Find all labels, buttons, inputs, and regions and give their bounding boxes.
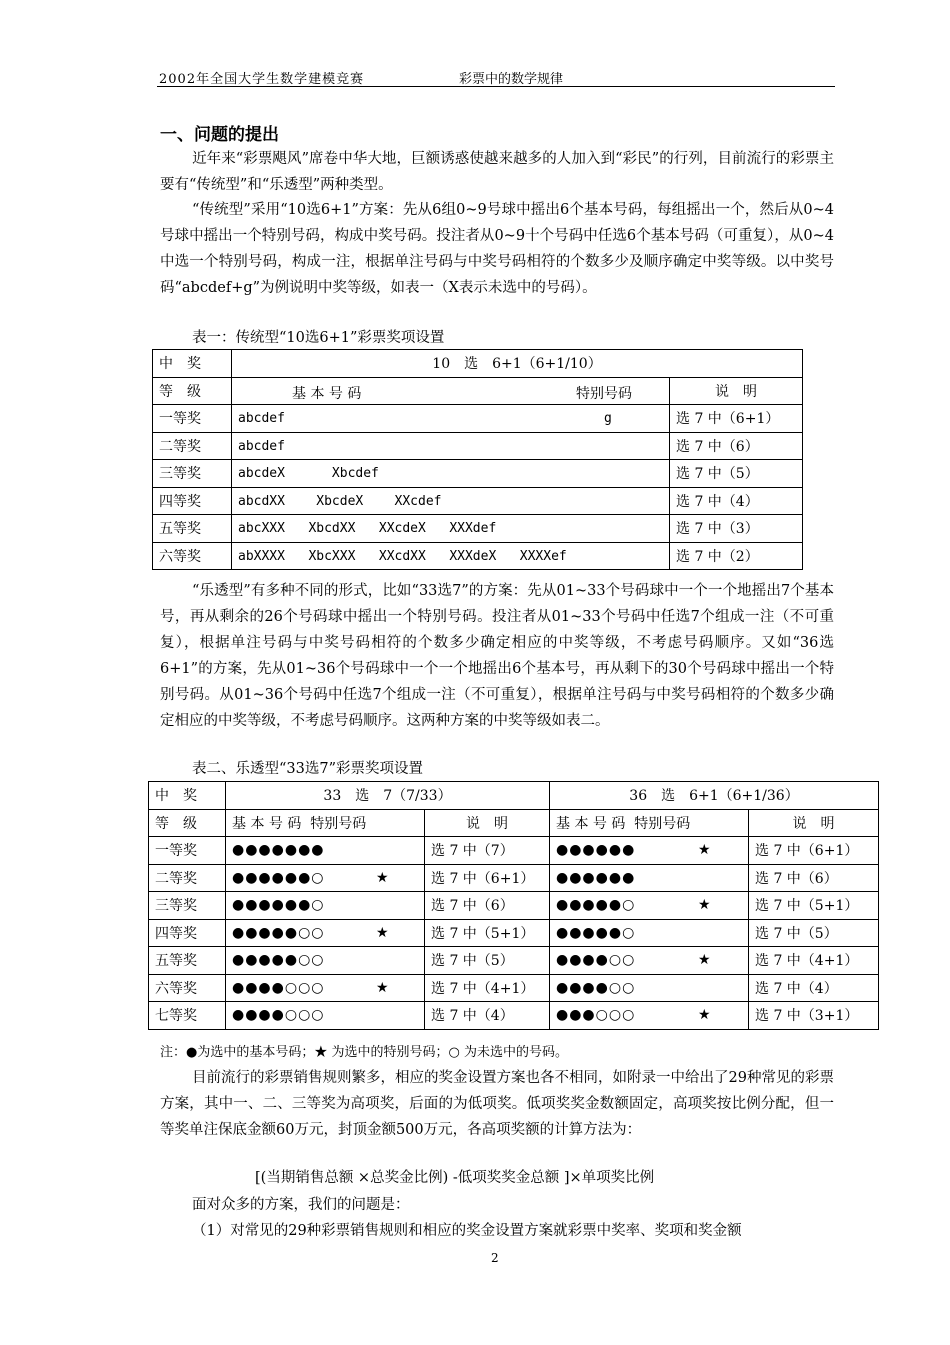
table2-b-special-star: ★ (698, 897, 711, 913)
paragraph-4: 目前流行的彩票销售规则繁多，相应的奖金设置方案也各不相同，如附录一中给出了29种常见的彩票方案，其中一、二、三等奖为高项奖，后面的为低项奖。低项奖奖金数额固定，高项奖按比例分配，但一等奖单注保底金额60万元，封顶金额500万元，各高项奖额的计算方法为： (160, 1070, 834, 1138)
table2-b-basic-symbols: ●●●●●○ (556, 924, 636, 941)
table1-basic: abcdef (238, 411, 285, 427)
table2-row (149, 974, 879, 1002)
table1-basic: abcdXX XbcdeX XXcdef (238, 493, 442, 509)
table1-row (153, 432, 803, 460)
table2-a-note: 选 7 中（5+1） (425, 919, 550, 947)
table2-header-level2: 等 级 (149, 809, 226, 837)
table1-note: 选 7 中（5） (670, 460, 803, 488)
table1 (152, 349, 803, 570)
table2-row (149, 1002, 879, 1030)
table2-header-a-note: 说 明 (425, 809, 550, 837)
table2-a-basic-symbols: ●●●●●○○ (232, 924, 325, 941)
paragraph-1: 近年来“彩票飓风”席卷中华大地，巨额诱惑使越来越多的人加入到“彩民”的行列，目前流行的彩票主要有“传统型”和“乐透型”两种类型。 (160, 151, 834, 193)
table1-basic: abcdeX Xbcdef (238, 466, 379, 482)
table1-special: g (604, 411, 612, 426)
table1-numbers (232, 487, 670, 515)
table1-level: 四等奖 (153, 487, 232, 515)
table2-header-b-numbers: 基 本 号 码 特别号码 (550, 809, 749, 837)
table1-note: 选 7 中（6） (670, 432, 803, 460)
table2-b-note: 选 7 中（5+1） (749, 892, 879, 920)
table1-header-numbers (232, 377, 670, 405)
table2-a-note: 选 7 中（7） (425, 837, 550, 865)
table1-numbers (232, 460, 670, 488)
table2-b-special-star: ★ (698, 952, 711, 968)
table1-header-special: 特别号码 (576, 385, 632, 402)
table1-row (153, 515, 803, 543)
table1-level: 二等奖 (153, 432, 232, 460)
table1-numbers (232, 515, 670, 543)
table2-a-note: 选 7 中（6） (425, 892, 550, 920)
table1-basic: abcdef (238, 438, 285, 454)
table2-b-symbols (550, 1002, 749, 1030)
table2-note: 注：●为选中的基本号码；★ 为选中的特别号码；○ 为未选中的号码。 (160, 1045, 568, 1060)
table2 (148, 781, 879, 1030)
table2-a-note: 选 7 中（5） (425, 947, 550, 975)
header-left: 2002年全国大学生数学建模竞赛 (159, 72, 365, 87)
table2-b-symbols (550, 864, 749, 892)
table2-b-special-star: ★ (698, 1007, 711, 1023)
table2-row (149, 864, 879, 892)
table2-b-symbols (550, 974, 749, 1002)
table2-caption: 表二、乐透型“33选7”彩票奖项设置 (192, 761, 424, 777)
table2-a-special-star: ★ (376, 924, 389, 941)
table2-a-note: 选 7 中（6+1） (425, 864, 550, 892)
table2-b-symbols (550, 947, 749, 975)
table2-b-symbols (550, 892, 749, 920)
table2-header-a: 33 选 7（7/33） (226, 782, 550, 810)
formula: [(当期销售总额 ×总奖金比例) -低项奖奖金总额 ]×单项奖比例 (255, 1170, 655, 1186)
table1-row (153, 487, 803, 515)
table1-note: 选 7 中（4） (670, 487, 803, 515)
table2-a-note: 选 7 中（4） (425, 1002, 550, 1030)
table2-a-basic-symbols: ●●●●●○○ (232, 952, 325, 969)
table1-numbers (232, 405, 670, 433)
table1-level: 五等奖 (153, 515, 232, 543)
table1-note: 选 7 中（3） (670, 515, 803, 543)
page-number: 2 (491, 1251, 499, 1265)
table2-a-special-star: ★ (376, 869, 389, 886)
table2-b-symbols (550, 837, 749, 865)
table2-level: 四等奖 (149, 919, 226, 947)
table1-header-title: 10 选 6+1（6+1/10） (232, 350, 803, 378)
table2-b-note: 选 7 中（6） (749, 864, 879, 892)
table1-header-level2: 等 级 (153, 377, 232, 405)
table2-b-note: 选 7 中（3+1） (749, 1002, 879, 1030)
table2-b-basic-symbols: ●●●○○○ (556, 1007, 636, 1024)
table1-level: 三等奖 (153, 460, 232, 488)
table2-b-note: 选 7 中（6+1） (749, 837, 879, 865)
table2-row (149, 919, 879, 947)
table2-header-b-note: 说 明 (749, 809, 879, 837)
table2-a-symbols (226, 974, 425, 1002)
table2-b-note: 选 7 中（4） (749, 974, 879, 1002)
table2-b-symbols (550, 919, 749, 947)
table2-b-basic-symbols: ●●●●●● (556, 869, 636, 886)
table1-header-note: 说 明 (670, 377, 803, 405)
table1-caption: 表一：传统型“10选6+1”彩票奖项设置 (192, 330, 445, 346)
paragraph-2: “传统型”采用“10选6+1”方案：先从6组0~9号球中摇出6个基本号码，每组摇出一个，然后从0~4号球中摇出一个特别号码，构成中奖号码。投注者从0~9十个号码中任选6个基本号码（可重复），从0~4中选一个特别号码，构成一注，根据单注号码与中奖号码相符的个数多少及顺序确定中奖等级。以中奖号码“abcdef+g”为例说明中奖等级，如表一（X表示未选中的号码）。 (160, 202, 834, 296)
table1-header-level1: 中 奖 (153, 350, 232, 378)
table2-a-basic-symbols: ●●●●●●○ (232, 869, 325, 886)
table2-header-b: 36 选 6+1（6+1/36） (550, 782, 879, 810)
running-header (157, 66, 835, 87)
table2-a-basic-symbols: ●●●●○○○ (232, 1007, 325, 1024)
table2-a-symbols (226, 864, 425, 892)
table2-a-symbols (226, 837, 425, 865)
table2-a-symbols (226, 892, 425, 920)
table1-row (153, 405, 803, 433)
table2-row (149, 837, 879, 865)
table2-a-special-star: ★ (376, 979, 389, 996)
table1-basic: abXXXX XbcXXX XXcdXX XXXdeX XXXXef (238, 548, 567, 564)
table2-a-symbols (226, 1002, 425, 1030)
table2-b-note: 选 7 中（4+1） (749, 947, 879, 975)
table1-note: 选 7 中（2） (670, 542, 803, 570)
table2-b-basic-symbols: ●●●●●● (556, 842, 636, 859)
table2-a-basic-symbols: ●●●●●●● (232, 842, 325, 859)
header-right: 彩票中的数学规律 (459, 72, 564, 87)
table2-header-a-numbers: 基 本 号 码 特别号码 (226, 809, 425, 837)
table2-a-symbols (226, 919, 425, 947)
table2-b-special-star: ★ (698, 842, 711, 858)
table2-row (149, 947, 879, 975)
paragraph-5: 面对众多的方案，我们的问题是： (192, 1197, 410, 1213)
table2-level: 五等奖 (149, 947, 226, 975)
table1-row (153, 460, 803, 488)
table2-level: 一等奖 (149, 837, 226, 865)
table2-a-symbols (226, 947, 425, 975)
table2-a-note: 选 7 中（4+1） (425, 974, 550, 1002)
table2-b-note: 选 7 中（5） (749, 919, 879, 947)
table2-b-basic-symbols: ●●●●●○ (556, 897, 636, 914)
table2-header-level1: 中 奖 (149, 782, 226, 810)
section-title: 一、问题的提出 (160, 125, 279, 145)
table2-level: 三等奖 (149, 892, 226, 920)
table2-level: 二等奖 (149, 864, 226, 892)
table2-a-basic-symbols: ●●●●○○○ (232, 979, 325, 996)
table2-b-basic-symbols: ●●●●○○ (556, 952, 636, 969)
table2-level: 六等奖 (149, 974, 226, 1002)
table2-a-basic-symbols: ●●●●●●○ (232, 897, 325, 914)
table1-row (153, 542, 803, 570)
table1-numbers (232, 432, 670, 460)
table2-b-basic-symbols: ●●●●○○ (556, 979, 636, 996)
table2-level: 七等奖 (149, 1002, 226, 1030)
table1-basic: abcXXX XbcdXX XXcdeX XXXdef (238, 521, 497, 537)
table1-level: 一等奖 (153, 405, 232, 433)
table1-level: 六等奖 (153, 542, 232, 570)
table2-row (149, 892, 879, 920)
table1-numbers (232, 542, 670, 570)
table1-note: 选 7 中（6+1） (670, 405, 803, 433)
paragraph-3: “乐透型”有多种不同的形式，比如“33选7”的方案：先从01~33个号码球中一个一个地摇出7个基本号，再从剩余的26个号码球中摇出一个特别号码。投注者从01~33个号码中任选7个组成一注（不可重复），根据单注号码与中奖号码相符的个数多少确定相应的中奖等级，不考虑号码顺序。又如“36选6+1”的方案，先从01~36个号码球中一个一个地摇出6个基本号，再从剩下的30个号码球中摇出一个特别号码。从01~36个号码中任选7个组成一注（不可重复），根据单注号码与中奖号码相符的个数多少确定相应的中奖等级，不考虑号码顺序。这两种方案的中奖等级如表二。 (160, 583, 834, 729)
paragraph-6: （1）对常见的29种彩票销售规则和相应的奖金设置方案就彩票中奖率、奖项和奖金额 (192, 1223, 742, 1239)
table1-header-basic: 基 本 号 码 (292, 385, 362, 402)
